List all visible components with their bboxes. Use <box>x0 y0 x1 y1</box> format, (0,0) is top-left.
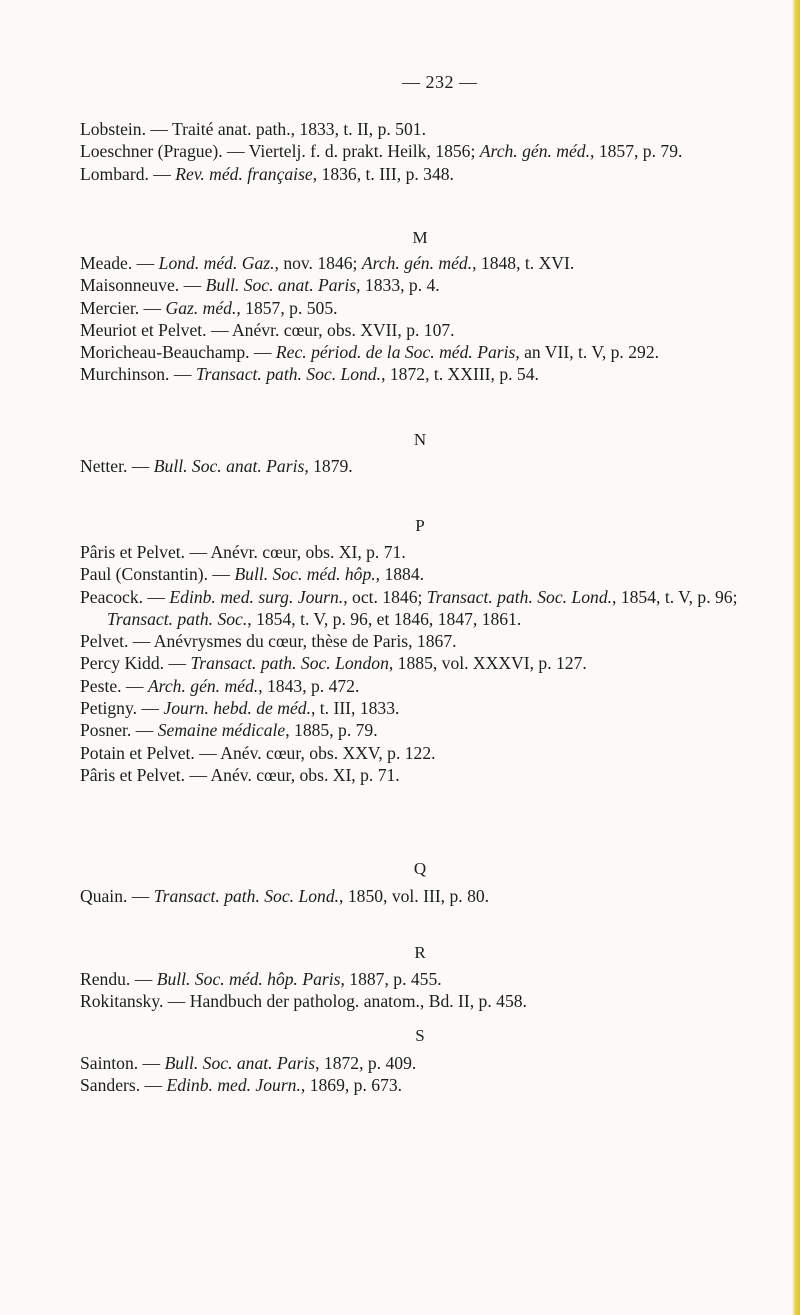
section-n <box>80 455 760 477</box>
entry-paris-pelvet-2: Pâris et Pelvet. — Anév. cœur, obs. XI, p. 71. <box>80 764 400 785</box>
page-edge <box>792 0 800 1315</box>
entry-potain: Potain et Pelvet. — Anév. cœur, obs. XXV, p. 122. <box>80 742 436 763</box>
entry-moricheau: Moricheau-Beauchamp. — Rec. périod. de la Soc. méd. Paris, an VII, t. V, p. 292. <box>80 342 660 363</box>
entry-paris-pelvet: Pâris et Pelvet. — Anévr. cœur, obs. XI, p. 71. <box>80 542 406 562</box>
section-p <box>80 541 760 786</box>
entry-rokitansky: Rokitansky. — Handbuch der patholog. anatom., Bd. II, p. 458. <box>80 991 527 1012</box>
section-q <box>80 885 760 907</box>
entry-lobstein: Lobstein. — Traité anat. path., 1833, t. II, p. 501. <box>80 119 426 139</box>
section-letter-q: Q <box>413 859 427 878</box>
section-letter-s: S <box>415 1026 425 1045</box>
section-letter-n: N <box>413 430 427 449</box>
entry-mercier: Mercier. — Gaz. méd., 1857, p. 505. <box>80 297 338 318</box>
entry-sainton: Sainton. — Bull. Soc. anat. Paris, 1872, p. 409. <box>80 1053 417 1073</box>
section-l <box>80 118 760 185</box>
entry-percy-kidd: Percy Kidd. — Transact. path. Soc. London, 1885, vol. XXXVI, p. 127. <box>80 653 587 674</box>
section-letter-p: P <box>415 516 425 535</box>
entry-loeschner: Loeschner (Prague). — Viertelj. f. d. prakt. Heilk, 1856; Arch. gén. méd., 1857, p. 79. <box>80 141 683 162</box>
page-number: — 232 — <box>402 72 478 92</box>
entry-murchinson: Murchinson. — Transact. path. Soc. Lond., 1872, t. XXIII, p. 54. <box>80 364 539 385</box>
section-letter-r: R <box>414 943 426 962</box>
entry-rendu: Rendu. — Bull. Soc. méd. hôp. Paris, 1887, p. 455. <box>80 969 442 989</box>
entry-posner: Posner. — Semaine médicale, 1885, p. 79. <box>80 720 378 741</box>
entry-sanders: Sanders. — Edinb. med. Journ., 1869, p. 673. <box>80 1075 403 1096</box>
entry-meuriot: Meuriot et Pelvet. — Anévr. cœur, obs. XVII, p. 107. <box>80 319 455 340</box>
section-m <box>80 252 760 386</box>
entry-netter: Netter. — Bull. Soc. anat. Paris, 1879. <box>80 456 353 476</box>
entry-peacock: Peacock. — Edinb. med. surg. Journ., oct. 1846; Transact. path. Soc. Lond., 1854, t. V, p. 96; Transact. path. Soc., 1854, t. V, p. 96, et 1846, 1847, 1861. <box>80 586 738 629</box>
section-s <box>80 1052 760 1097</box>
entry-pelvet: Pelvet. — Anévrysmes du cœur, thèse de Paris, 1867. <box>80 631 457 652</box>
entry-peste: Peste. — Arch. gén. méd., 1843, p. 472. <box>80 675 360 696</box>
entry-lombard: Lombard. — Rev. méd. française, 1836, t. III, p. 348. <box>80 163 454 184</box>
section-r <box>80 968 760 1013</box>
section-letter-m: M <box>412 228 428 247</box>
entry-meade: Meade. — Lond. méd. Gaz., nov. 1846; Arch. gén. méd., 1848, t. XVI. <box>80 253 575 273</box>
entry-quain: Quain. — Transact. path. Soc. Lond., 1850, vol. III, p. 80. <box>80 886 490 906</box>
entry-maisonneuve: Maisonneuve. — Bull. Soc. anat. Paris, 1833, p. 4. <box>80 275 440 296</box>
entry-petigny: Petigny. — Journ. hebd. de méd., t. III, 1833. <box>80 698 400 719</box>
entry-paul: Paul (Constantin). — Bull. Soc. méd. hôp., 1884. <box>80 564 425 585</box>
